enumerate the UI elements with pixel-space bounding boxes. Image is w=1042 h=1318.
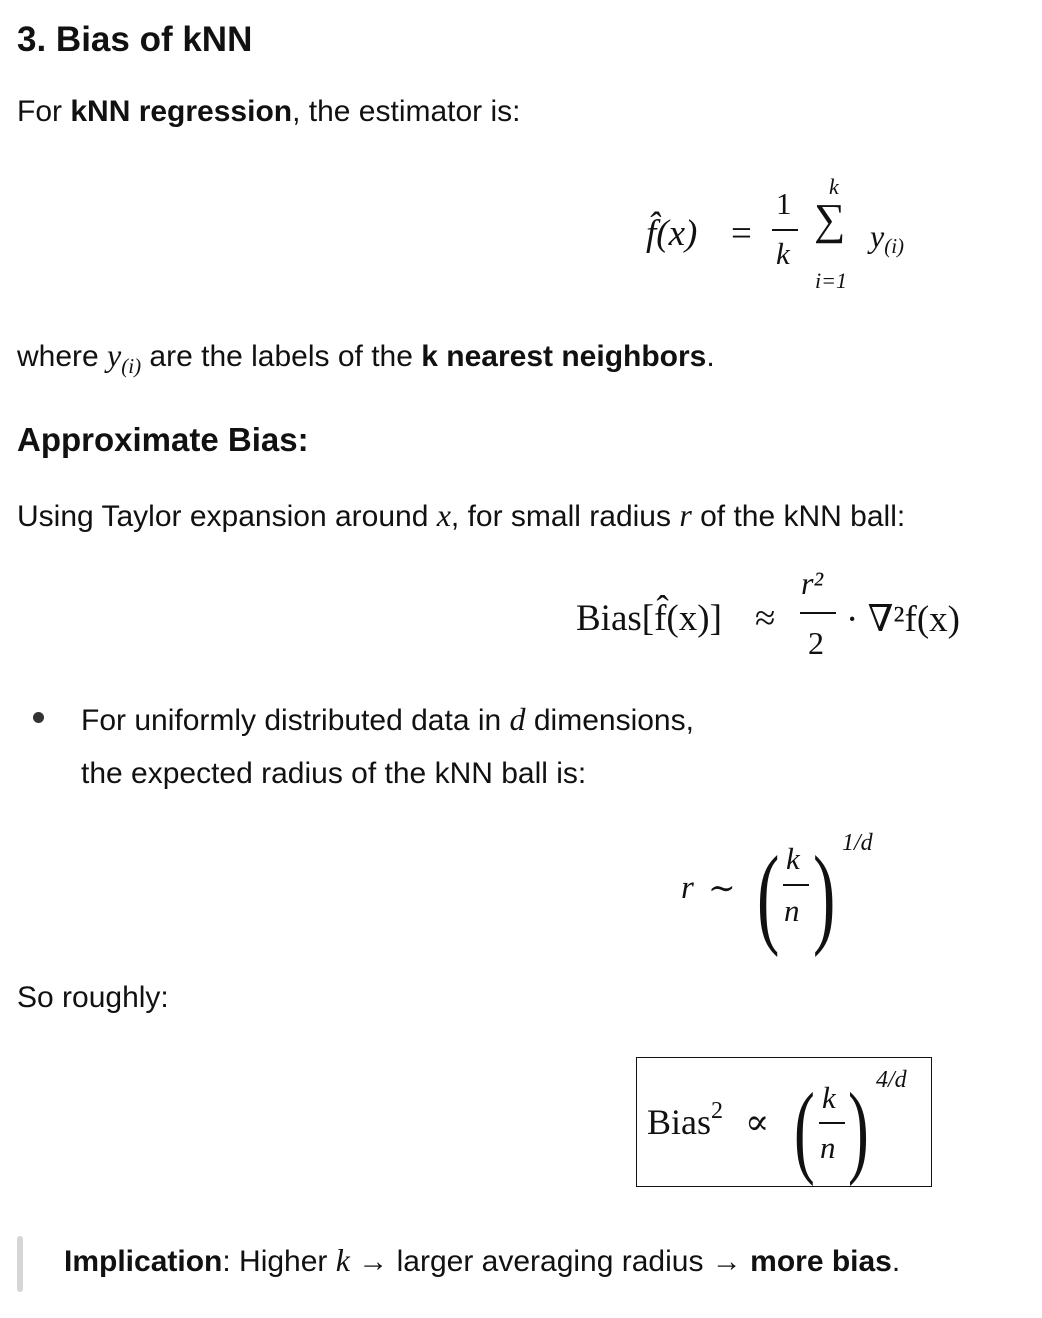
radius-exp: 1/d xyxy=(842,830,873,856)
intro-suffix: , the estimator is: xyxy=(292,95,521,128)
estimator-lhs: f̂(x) xyxy=(646,213,698,254)
blockquote-bar xyxy=(17,1236,23,1292)
bias2-frac-num: k xyxy=(822,1080,836,1115)
estimator-term: y(i) xyxy=(870,218,905,258)
where-paragraph xyxy=(17,337,715,378)
bias-lhs: Bias[f̂(x)] xyxy=(576,598,722,639)
bullet-line-1-prefix: For uniformly distributed data in xyxy=(81,704,510,737)
bias-frac-num: r² xyxy=(801,565,824,601)
bullet-dot-icon xyxy=(33,712,44,723)
roughly-text: So roughly: xyxy=(17,981,169,1014)
bullet-line-1-suffix: dimensions, xyxy=(525,704,694,737)
implication-bold: Implication xyxy=(64,1245,223,1278)
where-suffix: . xyxy=(706,340,715,373)
estimator-frac-num: 1 xyxy=(776,186,792,221)
estimator-equals: = xyxy=(731,213,752,254)
sum-icon: ∑ xyxy=(814,195,846,244)
approx-heading: Approximate Bias: xyxy=(17,421,309,458)
implication-paragraph xyxy=(64,1242,900,1279)
bias2-exp: 4/d xyxy=(876,1067,907,1093)
taylor-var-r: r xyxy=(679,497,692,533)
bias-frac-bar xyxy=(800,612,836,614)
where-middle: are the labels of the xyxy=(141,340,422,373)
taylor-middle: , for small radius xyxy=(450,500,680,533)
radius-frac-bar xyxy=(783,884,809,886)
bias2-frac-bar xyxy=(819,1122,845,1124)
bias2-rel: ∝ xyxy=(745,1102,770,1142)
where-prefix: where xyxy=(17,340,108,373)
where-var: $y_{(i)}$ xyxy=(107,337,142,378)
estimator-frac-bar xyxy=(772,229,798,231)
implication-prefix: : Higher xyxy=(222,1245,336,1278)
taylor-var-x: x xyxy=(436,497,451,533)
estimator-sum-top: k xyxy=(829,174,839,199)
left-paren-icon-2: ( xyxy=(794,1072,815,1187)
right-paren-icon: ) xyxy=(813,834,836,958)
bullet-line-2: the expected radius of the kNN ball is: xyxy=(81,757,587,790)
taylor-suffix: of the kNN ball: xyxy=(691,500,906,533)
implication-suffix: . xyxy=(891,1245,901,1278)
bias-approx: ≈ xyxy=(755,598,776,639)
bias2-lhs: Bias$^2$ xyxy=(647,1098,724,1142)
bullet-var-d: d xyxy=(509,701,526,737)
bias2-frac-den: n xyxy=(820,1130,836,1165)
implication-var-k: k xyxy=(335,1242,350,1278)
right-paren-icon-2: ) xyxy=(848,1072,869,1187)
radius-frac-den: n xyxy=(784,893,800,928)
taylor-paragraph xyxy=(17,497,905,534)
section-heading: 3. Bias of kNN xyxy=(17,20,253,59)
taylor-prefix: Using Taylor expansion around xyxy=(17,500,437,533)
implication-bold-2: more bias xyxy=(750,1245,892,1278)
intro-bold: kNN regression xyxy=(70,95,293,128)
left-paren-icon: ( xyxy=(757,834,780,958)
intro-paragraph xyxy=(17,95,521,129)
radius-lhs: r xyxy=(681,870,694,906)
radius-rel: ∼ xyxy=(708,871,736,907)
bias-frac-den: 2 xyxy=(808,625,824,661)
bias-rhs: · ∇²f(x) xyxy=(846,599,960,640)
radius-frac-num: k xyxy=(786,841,800,876)
implication-middle: → larger averaging radius → xyxy=(349,1245,751,1278)
estimator-sum-bottom: i=1 xyxy=(815,268,847,293)
intro-prefix: For xyxy=(17,95,71,128)
estimator-frac-den: k xyxy=(776,236,790,271)
bullet-line-1 xyxy=(81,701,694,738)
where-bold: k nearest neighbors xyxy=(421,340,707,373)
